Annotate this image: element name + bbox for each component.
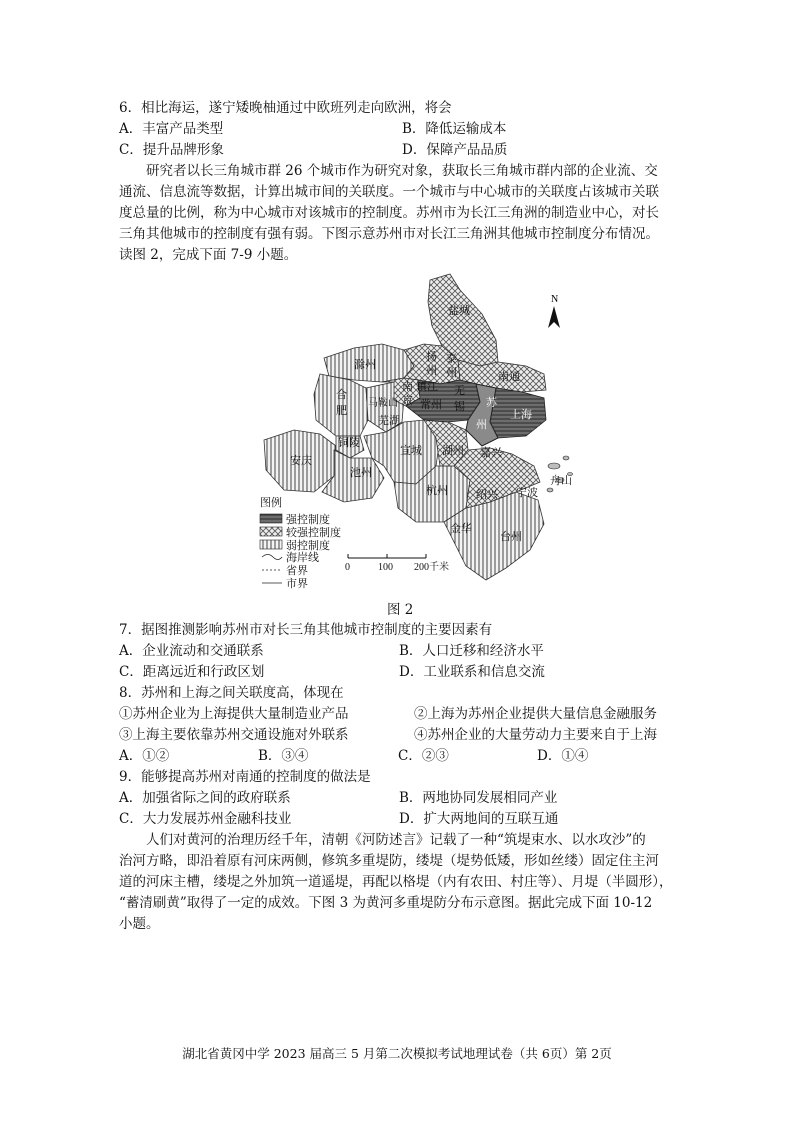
figure-caption: 图 2	[387, 602, 414, 618]
q8-option-b: B．③④	[258, 748, 309, 764]
city-label-zhoushan: 舟山	[550, 474, 572, 487]
city-label-nantong: 南通	[498, 370, 520, 383]
north-label: N	[551, 294, 559, 305]
city-label-wuhu: 芜湖	[378, 414, 400, 427]
city-label-shaoxing: 绍兴	[476, 488, 498, 501]
city-label-nan: 南	[402, 380, 413, 393]
north-arrow-icon	[548, 306, 560, 328]
q8-statement-2: ②上海为苏州企业提供大量信息金融服务	[414, 706, 657, 722]
q8-statement-1: ①苏州企业为上海提供大量制造业产品	[119, 706, 349, 722]
city-label-hefei1: 合	[336, 388, 347, 401]
city-label-yancheng: 盐城	[448, 304, 470, 317]
city-label-jing: 京	[402, 394, 413, 407]
q9-stem: 9．能够提高苏州对南通的控制度的做法是	[119, 769, 371, 785]
q9-option-d: D．扩大两地间的互联互通	[399, 811, 559, 827]
city-label-hefei2: 肥	[336, 404, 347, 417]
q7-option-a: A．企业流动和交通联系	[119, 643, 264, 659]
city-label-jinhua: 金华	[450, 522, 472, 535]
scale-zero: 0	[345, 562, 350, 573]
legend-strong: 强控制度	[286, 513, 330, 526]
q8-option-a: A．①②	[119, 748, 170, 764]
q6-option-a: A．丰富产品类型	[119, 121, 224, 137]
city-label-ningbo: 宁波	[516, 486, 538, 499]
q7-stem: 7．据图推测影响苏州市对长三角其他城市控制度的主要因素有	[119, 622, 493, 638]
q6-option-c: C．提升品牌形象	[119, 142, 224, 158]
legend-title: 图例	[260, 496, 282, 509]
city-label-zhenjiang: 镇江	[416, 380, 438, 393]
map-legend	[260, 495, 341, 590]
passage2-line: 小题。	[119, 916, 160, 932]
city-label-chizhou: 池州	[350, 466, 372, 479]
city-label-shanghai: 上海	[510, 408, 532, 421]
q8-statement-3: ③上海主要依靠苏州交通设施对外联系	[119, 727, 349, 743]
legend-weak: 弱控制度	[286, 539, 330, 552]
q6-stem: 6．相比海运，遂宁矮晚柚通过中欧班列走向欧洲，将会	[119, 100, 452, 116]
city-label-tongling: 铜陵	[338, 436, 360, 449]
city-label-zhou2: 州	[446, 366, 457, 379]
passage2-line: 人们对黄河的治理历经千年，清朝《河防述言》记载了一种“筑堤束水、以水攻沙”的	[146, 832, 646, 848]
city-label-yang: 扬	[426, 350, 437, 363]
city-label-su: 苏	[486, 396, 497, 409]
map-svg	[254, 270, 576, 596]
passage1-line: 读图 2，完成下面 7-9 小题。	[119, 247, 298, 263]
city-label-tai: 泰	[446, 352, 457, 365]
scale-end: 200千米	[414, 562, 449, 573]
q6-option-b: B．降低运输成本	[402, 121, 507, 137]
scale-mid: 100	[378, 562, 393, 573]
yangtze-delta-map	[254, 270, 576, 596]
legend-coast: 海岸线	[286, 551, 319, 564]
city-label-jiaxing: 嘉兴	[480, 446, 502, 459]
legend-line-coast	[262, 555, 282, 560]
passage1-line: 研究者以长三角城市群 26 个城市作为研究对象，获取长三角城市群内部的企业流、交	[146, 163, 658, 179]
passage2-line: 治河方略，即沿着原有河床两侧，修筑多重堤防，缕堤（堤势低矮，形如丝缕）固定住主河	[119, 853, 659, 869]
city-label-xuancheng: 宣城	[400, 444, 422, 457]
page-footer: 湖北省黄冈中学 2023 届高三 5 月第二次模拟考试地理试卷（共 6页）第 2页	[182, 1046, 612, 1061]
q9-option-a: A．加强省际之间的政府联系	[119, 790, 291, 806]
scale-bar	[345, 554, 449, 573]
passage2-line: “蓄清刷黄”取得了一定的成效。下图 3 为黄河多重堤防分布示意图。据此完成下面 10-12	[119, 895, 653, 911]
city-label-huzhou: 湖州	[442, 444, 464, 457]
city-label-hangzhou: 杭州	[426, 484, 448, 497]
q7-option-d: D．工业联系和信息交流	[399, 664, 545, 680]
city-label-changzhou: 常州	[420, 398, 442, 411]
passage2-line: 道的河床主槽，缕堤之外加筑一道遥堤，再配以格堤（内有农田、村庄等）、月堤（半圆形），	[119, 874, 673, 890]
legend-swatch-medium	[260, 527, 282, 536]
q8-option-d: D．①④	[537, 748, 589, 764]
legend-province: 省界	[286, 564, 308, 577]
q8-stem: 8．苏州和上海之间关联度高，体现在	[119, 685, 344, 701]
q7-option-c: C．距离远近和行政区划	[119, 664, 265, 680]
q8-statement-4: ④苏州企业的大量劳动力主要来自于上海	[414, 727, 657, 743]
city-label-zhou3: 州	[476, 418, 487, 431]
legend-city: 市界	[286, 577, 308, 590]
city-label-zhou1: 州	[426, 364, 437, 377]
q9-option-b: B．两地协同发展相同产业	[399, 790, 558, 806]
q7-option-b: B．人口迁移和经济水平	[399, 643, 544, 659]
city-label-xi: 锡	[454, 400, 465, 413]
city-label-chuzhou: 滁州	[354, 358, 376, 371]
q6-option-d: D．保障产品品质	[402, 142, 508, 158]
city-label-taizhou: 台州	[500, 530, 522, 543]
legend-medium: 较强控制度	[286, 526, 341, 539]
passage1-line: 通流、信息流等数据，计算出城市间的关联度。一个城市与中心城市的关联度占该城市关联	[119, 184, 659, 200]
passage1-line: 三角其他城市的控制度有强有弱。下图示意苏州市对长江三角洲其他城市控制度分布情况。	[119, 226, 659, 242]
q8-option-c: C．②③	[398, 748, 449, 764]
legend-swatch-weak	[260, 540, 282, 549]
city-label-wu: 无	[454, 384, 465, 397]
city-label-maanshan: 马鞍山	[368, 398, 398, 409]
legend-swatch-strong	[260, 514, 282, 523]
q9-option-c: C．大力发展苏州金融科技业	[119, 811, 292, 827]
city-label-anqing: 安庆	[290, 454, 312, 467]
passage1-line: 度总量的比例，称为中心城市对该城市的控制度。苏州市为长江三角洲的制造业中心，对长	[119, 205, 659, 221]
